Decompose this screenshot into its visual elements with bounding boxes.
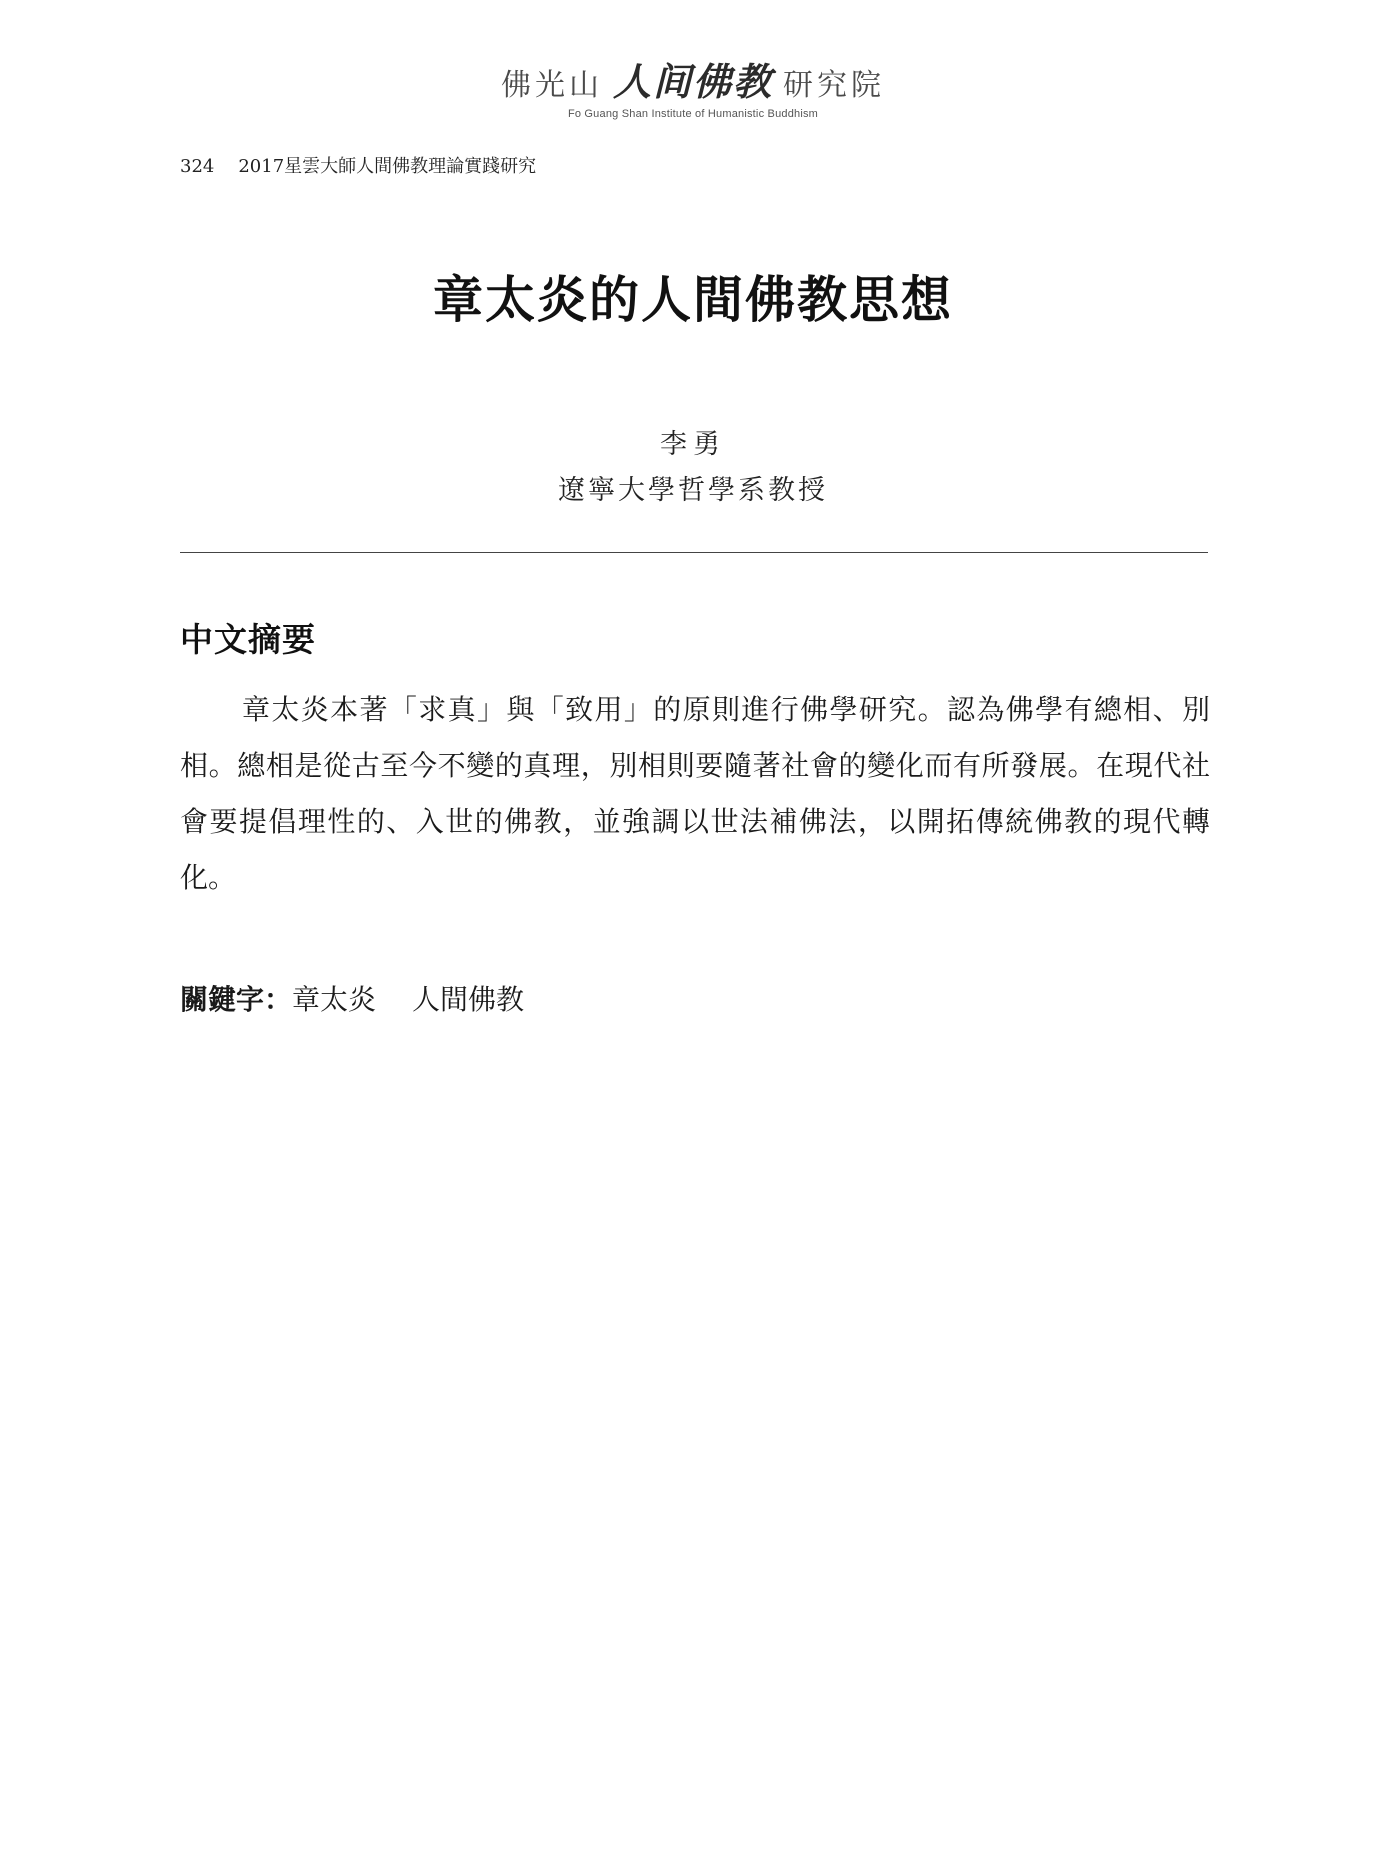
keywords-label: 關鍵字： <box>180 983 293 1016</box>
institute-brush-calligraphy: 人间佛教 <box>612 59 773 104</box>
author-name: 李勇 <box>660 429 726 460</box>
author-affiliation: 遼寧大學哲學系教授 <box>558 475 828 506</box>
abstract-heading: 中文摘要 <box>180 620 316 659</box>
abstract-body: 章太炎本著「求真」與「致用」的原則進行佛學研究。認為佛學有總相、別相。總相是從古至今不變的真理，別相則要隨著社會的變化而有所發展。在現代社會要提倡理性的、入世的佛教，並強調以世法補佛法，以開拓傳統佛教的現代轉化。 <box>180 693 1210 894</box>
institute-logo <box>0 59 1386 120</box>
header-divider <box>180 552 1208 553</box>
institute-english-name: Fo Guang Shan Institute of Humanistic Buddhism <box>567 108 819 120</box>
running-head <box>180 152 536 178</box>
page-number: 324 <box>180 156 215 177</box>
article-title: 章太炎的人間佛教思想 <box>433 270 953 329</box>
institute-prefix: 佛光山 <box>500 68 603 103</box>
book-title: 2017星雲大師人間佛教理論實踐研究 <box>238 156 537 177</box>
keywords <box>180 978 560 1018</box>
institute-name <box>0 59 1386 106</box>
keyword-item: 章太炎 <box>292 983 377 1016</box>
institute-suffix: 研究院 <box>783 68 885 103</box>
keyword-item: 人間佛教 <box>412 983 525 1016</box>
